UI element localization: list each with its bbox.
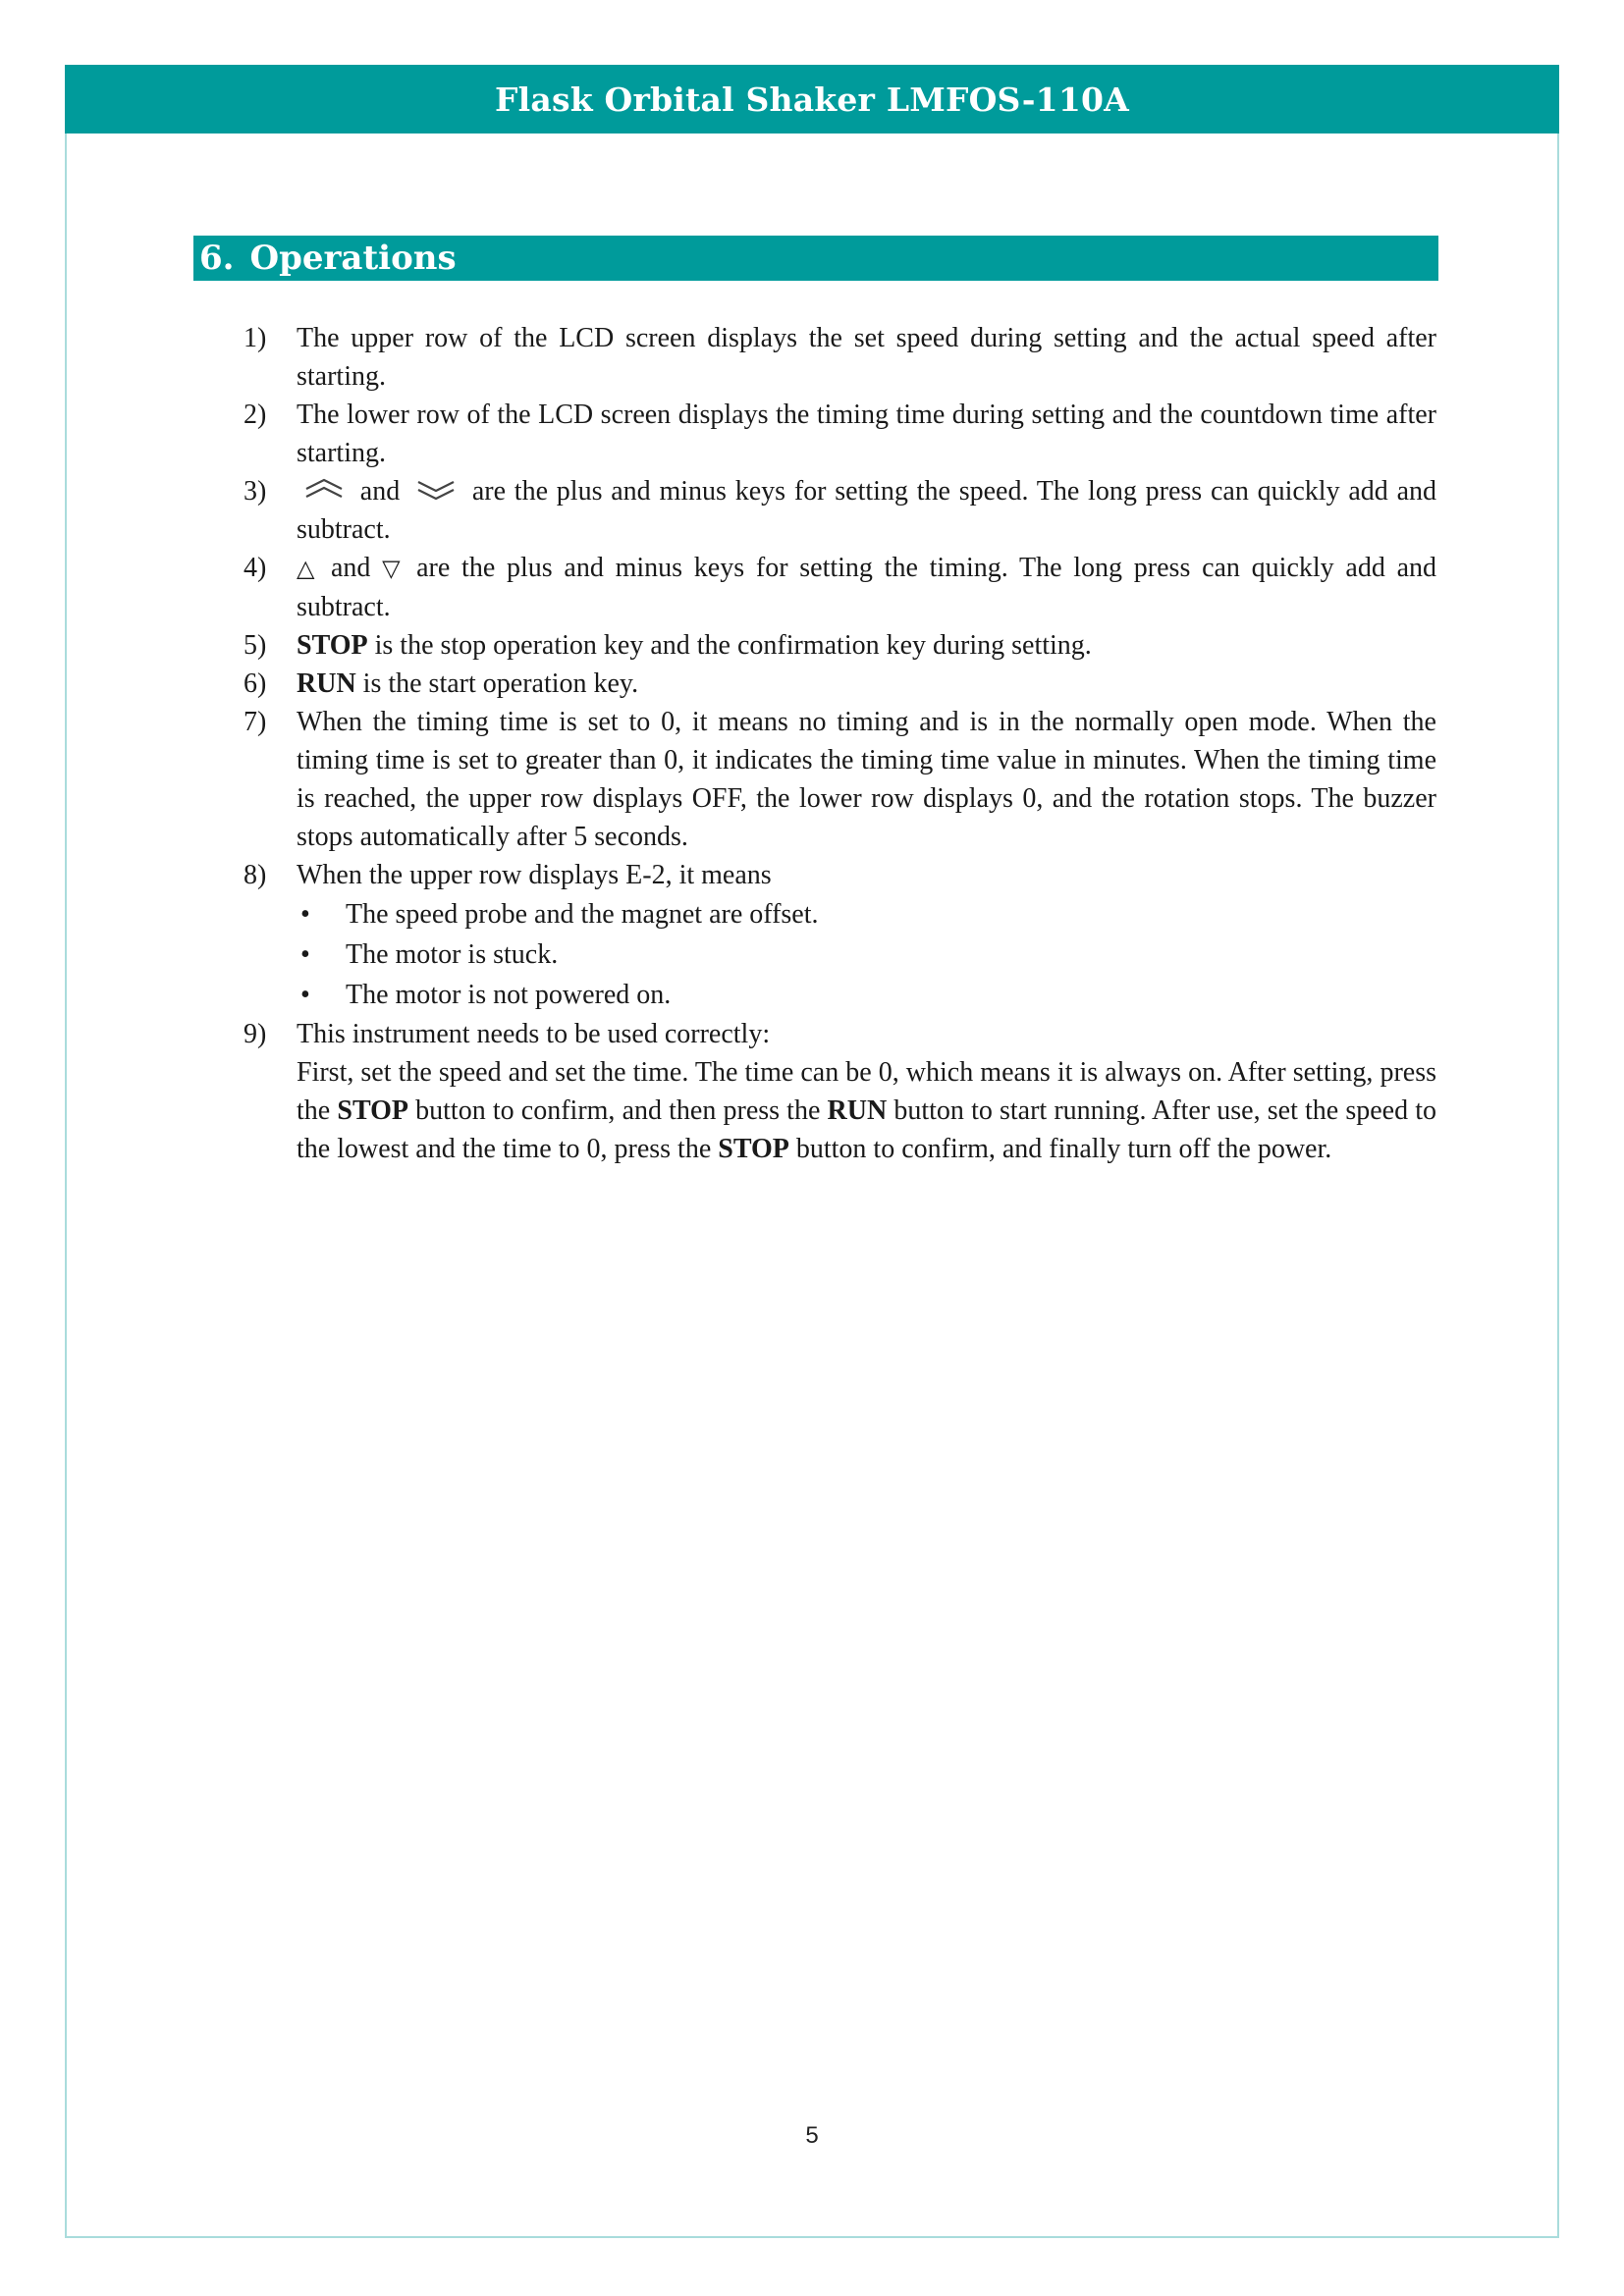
item-number: 9) (244, 1019, 267, 1049)
list-item (244, 549, 1436, 626)
item-number: 1) (244, 323, 267, 353)
item-number: 7) (244, 707, 267, 737)
section-heading (193, 236, 1438, 281)
item-text: is the stop operation key and the confirmation key during setting. (374, 630, 1092, 661)
list-item (244, 703, 1436, 856)
paragraph-text: button to confirm, and then press the (415, 1095, 821, 1126)
item-number: 6) (244, 668, 267, 699)
document-title: Flask Orbital Shaker LMFOS-110A (495, 80, 1129, 119)
run-key-label: RUN (297, 668, 356, 699)
page-number: 5 (805, 2122, 819, 2149)
item-number: 8) (244, 860, 267, 890)
item-text: The upper row of the LCD screen displays the set speed during setting and the actual speed after starting. (297, 323, 1436, 392)
item-text: When the upper row displays E-2, it means (297, 860, 772, 890)
section-number: 6. (199, 239, 235, 278)
list-item (244, 1015, 1436, 1168)
triangle-down-icon: ▽ (382, 555, 406, 582)
paragraph-text: First, set the speed and set the time. The time can be 0, which means it is always on. After setting, press the (297, 1057, 1436, 1126)
and-word: and (330, 553, 371, 583)
stop-key-label: STOP (297, 630, 368, 661)
item-text: The lower row of the LCD screen displays the timing time during setting and the countdown time after starting. (297, 400, 1436, 468)
document-header (65, 65, 1559, 133)
paragraph-text: button to start running. After use, set the speed to the lowest and the time to 0, press the (297, 1095, 1437, 1164)
item-text: is the start operation key. (362, 668, 639, 699)
bullet-text: The motor is stuck. (346, 939, 559, 970)
item-number: 2) (244, 400, 267, 430)
bullet-text: The speed probe and the magnet are offset. (346, 899, 819, 930)
item-text: are the plus and minus keys for setting the speed. The long press can quickly add and subtract. (297, 476, 1437, 545)
section-title: Operations (249, 239, 457, 278)
bullet-text: The motor is not powered on. (346, 980, 672, 1010)
item-number: 4) (244, 553, 267, 583)
bullet-icon: • (300, 939, 310, 970)
stop-key-label: STOP (718, 1134, 789, 1164)
double-chevron-down-icon (412, 477, 460, 503)
triangle-up-icon: △ (297, 555, 320, 582)
bullet-item (297, 894, 1436, 934)
item-number: 3) (244, 476, 267, 507)
bullet-icon: • (300, 899, 310, 930)
item-text: are the plus and minus keys for setting the timing. The long press can quickly add and subtract. (297, 553, 1437, 622)
item-text: When the timing time is set to 0, it means no timing and is in the normally open mode. When the timing time is set to greater than 0, it indicates the timing time value in minutes. When the timing time is reached, the upper row displays OFF, the lower row displays 0, and the rotation stops. The buzzer stops automatically after 5 seconds. (297, 707, 1436, 852)
paragraph-text: button to confirm, and finally turn off the power. (795, 1134, 1332, 1164)
stop-key-label: STOP (337, 1095, 408, 1126)
list-item (244, 665, 1436, 703)
bullet-icon: • (300, 980, 310, 1010)
list-item (244, 856, 1436, 1015)
usage-paragraph (297, 1053, 1436, 1168)
bullet-list (297, 894, 1436, 1015)
item-number: 5) (244, 630, 267, 661)
list-item (244, 396, 1436, 472)
item-text: This instrument needs to be used correctly: (297, 1019, 771, 1049)
bullet-item (297, 934, 1436, 975)
double-chevron-up-icon (300, 477, 348, 503)
list-item (244, 472, 1436, 549)
list-item (244, 319, 1436, 396)
run-key-label: RUN (827, 1095, 888, 1126)
list-item (244, 626, 1436, 665)
and-word: and (359, 476, 401, 507)
operations-list (244, 319, 1436, 1168)
bullet-item (297, 975, 1436, 1015)
